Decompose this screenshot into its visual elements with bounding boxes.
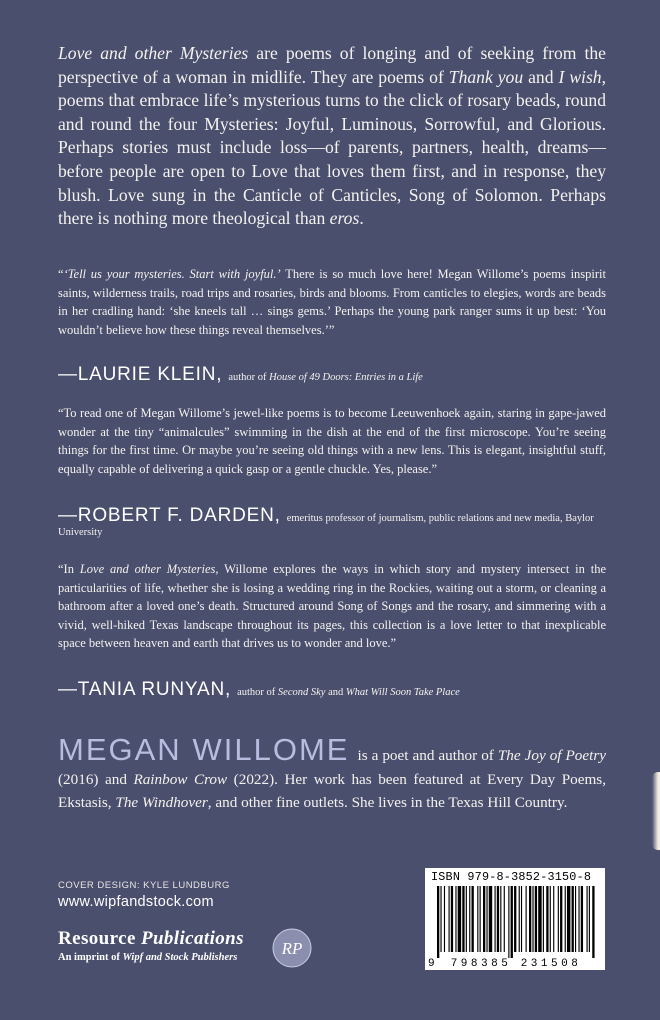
blurb-italic-eros: eros (329, 208, 360, 229)
endorsement-attribution (58, 505, 606, 540)
barcode-bar (526, 886, 527, 952)
barcode-digits-right: 231508 (520, 958, 582, 970)
blurb-italic-i-wish: I wish (558, 66, 602, 87)
barcode-bar (550, 886, 551, 952)
barcode-bar (451, 886, 453, 952)
barcode-bar (587, 886, 588, 952)
barcode-bar (565, 886, 566, 952)
barcode-bar (572, 886, 574, 952)
endorsement-attribution (58, 679, 606, 700)
endorser-credit: author of (237, 687, 278, 698)
barcode-bar (529, 886, 531, 952)
page-edge-shadow (652, 772, 660, 850)
barcode-bar (486, 886, 487, 952)
publisher-word: Resource (58, 928, 136, 949)
endorser-credit: author of (228, 372, 270, 383)
bio-text: , and other fine outlets. She lives in the Texas Hill Country. (207, 794, 568, 811)
endorser-credit: emeritus professor of journalism, public relations and new media, Baylor University (58, 513, 594, 538)
imprint-publisher: Wipf and Stock Publishers (122, 952, 238, 963)
isbn-barcode (425, 868, 605, 970)
bio-book-title: The Joy of Poetry (497, 747, 607, 764)
barcode-bar (575, 886, 576, 952)
barcode-bar (444, 886, 445, 952)
barcode-digit-lead: 9 (428, 958, 435, 970)
endorsement-quote (58, 404, 606, 478)
cover-design-credit: COVER DESIGN: KYLE LUNDBURG (58, 880, 230, 891)
bio-book-title: Rainbow Crow (133, 770, 228, 788)
blurb-text: . (359, 208, 364, 229)
publisher-imprint (58, 952, 237, 963)
bio-publication-title: The Windhover (115, 794, 208, 811)
endorser-credit-title: Second Sky (277, 687, 326, 698)
blurb-text: and (523, 66, 559, 87)
barcode-bar (462, 886, 464, 952)
endorser-credit: and (325, 687, 346, 698)
author-bio (58, 732, 607, 815)
barcode-bar (535, 886, 537, 952)
endorser-name: —TANIA RUNYAN, (58, 679, 232, 700)
endorsement-quote (58, 560, 606, 653)
barcode-bar (497, 886, 499, 952)
barcode-bar (589, 886, 590, 952)
barcode-bar (458, 886, 461, 952)
bio-text: (2022). Her work has been featured at Every Day Poems, Ekstasis, (58, 770, 606, 811)
barcode-bar (521, 886, 522, 952)
barcode-bar (553, 886, 554, 952)
barcode-bar (511, 886, 513, 958)
barcode-bar (504, 886, 505, 952)
blurb-text: are poems of longing and of seeking from the perspective of a woman in midlife. They are poems of (58, 43, 606, 87)
publisher-website[interactable]: www.wipfandstock.com (58, 894, 214, 910)
author-name: MEGAN WILLOME (58, 732, 350, 767)
barcode-bar (472, 886, 474, 952)
barcode-bar (466, 886, 467, 952)
barcode-bar (519, 886, 520, 952)
barcode-bar (560, 886, 562, 952)
endorsement-attribution (58, 364, 606, 385)
barcode-bar (500, 886, 501, 952)
quote-italic: Love and other Mysteries (79, 562, 216, 576)
endorser-name: —ROBERT F. DARDEN, (58, 505, 281, 526)
quote-text: There is so much love here! Megan Willome’s poems inspirit saints, wilderness trails, road trips and rosaries, birds and blooms. From canticles to elegies, words are beads in her cradling hand: ‘she kneels tall … sings gems.’ Perhaps the young park ranger sums it up best: ‘You wouldn’t believe how these things reveal themselves.’” (58, 267, 607, 337)
barcode-bar (449, 886, 450, 952)
bio-text: is a poet and author of (357, 747, 498, 764)
endorser-credit-title: What Will Soon Take Place (345, 687, 460, 698)
imprint-text: An imprint of (58, 952, 123, 963)
barcode-bar (437, 886, 439, 958)
barcode-bar (546, 886, 548, 952)
barcode-bar (592, 886, 594, 958)
barcode-icon (425, 868, 605, 970)
barcode-bar (538, 886, 541, 952)
barcode-bar (558, 886, 559, 952)
barcode-bar (578, 886, 579, 952)
quote-italic: ‘Tell us your mysteries. Start with joyful.’ (63, 267, 281, 281)
barcode-bar (489, 886, 492, 952)
barcode-bar (469, 886, 470, 952)
book-title-italic: Love and other Mysteries (58, 43, 249, 63)
quote-text: , Willome explores the ways in which story and mystery intersect in the particularities of life, whether she is losing a wedding ring in the Rockies, waiting out a storm, or cleaning a bathroom after a loved one’s death. Structured around Song of Songs and the rosary, and simmering with a vivid, well-hiked Texas landscape throughout its pages, this collection is a love letter to that inexplicable space between heaven and earth that drives us to wonder and love.” (58, 562, 606, 651)
publisher-word-italic: Publications (140, 928, 244, 949)
barcode-bar (477, 886, 478, 952)
logo-letters: RP (281, 939, 303, 958)
barcode-bar (440, 886, 441, 952)
barcode-bar (508, 886, 509, 958)
barcode-bar (567, 886, 570, 952)
rp-logo-icon (272, 928, 312, 968)
quote-mark: “In (58, 562, 80, 576)
barcode-bar (495, 886, 496, 952)
barcode-bar (581, 886, 583, 952)
bio-text: (2016) and (58, 770, 134, 788)
isbn-number: ISBN 979-8-3852-3150-8 (431, 870, 592, 884)
quote-text: “To read one of Megan Willome’s jewel-like poems is to become Leeuwenhoek again, staring in gape-jawed wonder at the tiny “animalcules” swimming in the dish at the end of the first microscope. You’re seeing things for the first time. Or maybe you’re seeing old things with a new lens. This is elegant, insightful stuff, equally capable of delivering a quick gasp or a gentle chuckle. Yes, please.” (58, 406, 606, 476)
barcode-bar (483, 886, 485, 952)
barcode-bar (455, 886, 456, 952)
barcode-bar (532, 886, 533, 952)
book-blurb (58, 42, 606, 231)
blurb-italic-thank-you: Thank you (448, 66, 524, 87)
endorsement-quote (58, 265, 606, 339)
endorser-credit-title: House of 49 Doors: Entries in a Life (269, 372, 423, 383)
quote-mark: “ (58, 267, 64, 281)
barcode-digits-left: 798385 (450, 958, 512, 970)
blurb-text: , poems that embrace life’s mysterious turns to the click of rosary beads, round and round the four Mysteries: Joyful, Luminous, Sorrowful, and Glorious. Perhaps stories must include loss—of parents, partners, health, dreams—before people are open to Love that loves them first, and in response, they blush. Love sung in the Canticle of Canticles, Song of Solomon. Perhaps there is nothing more theological than (58, 66, 606, 229)
publisher-name (58, 928, 244, 950)
barcode-bar (543, 886, 544, 952)
endorser-name: —LAURIE KLEIN, (58, 364, 223, 385)
barcode-bar (514, 886, 516, 952)
barcode-bar (480, 886, 481, 952)
